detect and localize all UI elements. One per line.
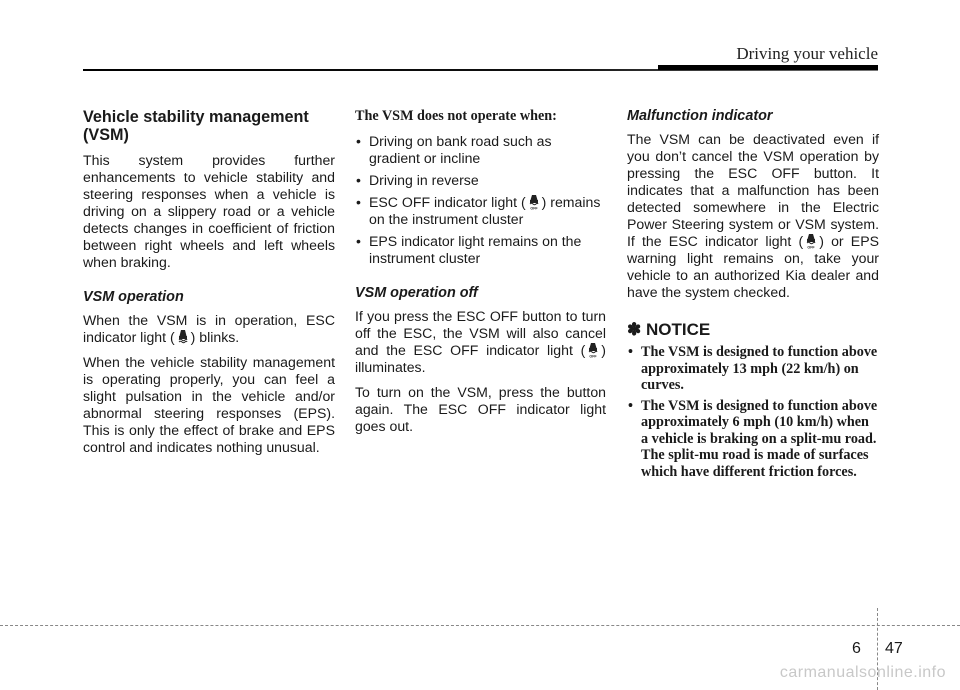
vsm-operation-note: When the vehicle stability management is operating properly, you can feel a slight pulsation in the vehicle and/or abnormal steering responses (EPS). This is only the effect of brake and EPS control and indicates nothing unusual.: [83, 354, 335, 455]
text-fragment: ) illuminates.: [355, 342, 606, 375]
vsm-not-operate-list: [355, 133, 606, 267]
list-item: • EPS indicator light remains on the instrument cluster: [355, 233, 606, 267]
footer-dashed-rule: [0, 625, 960, 626]
vsm-off-text: [355, 308, 606, 376]
column-3: [627, 108, 879, 484]
vsm-operation-heading: VSM operation: [83, 289, 184, 305]
text-fragment: ESC OFF indicator light (: [369, 194, 526, 210]
list-item: • The VSM is designed to function above approximately 13 mph (22 km/h) on curves.: [627, 344, 879, 394]
watermark: carmanualsonline.info: [779, 664, 946, 681]
text-fragment: The VSM can be deactivated even if you don’t cancel the VSM operation by pressing the ESC OFF button. It indicates that a malfunction has been detected somewhere in the Electric Power Steering system or VSM system. If the ESC indicator light (: [627, 131, 879, 249]
svg-text:OFF: OFF: [530, 206, 538, 210]
esc-off-indicator-icon: [586, 342, 600, 358]
list-item: • Driving in reverse: [355, 172, 606, 189]
list-item: • The VSM is designed to function above approximately 6 mph (10 km/h) when a vehicle is braking on a split-mu road. The split-mu road is made of surfaces which have different friction forces.: [627, 398, 879, 481]
text-fragment: ) blinks.: [190, 329, 240, 345]
text-fragment: If you press the ESC OFF button to turn off the ESC, the VSM will also cancel and the ESC OFF indicator light (: [355, 308, 606, 358]
notice-heading: ✽ NOTICE: [627, 320, 711, 339]
vsm-off-heading: VSM operation off: [355, 285, 478, 301]
vsm-not-operate-heading: The VSM does not operate when:: [355, 108, 557, 124]
malfunction-heading: Malfunction indicator: [627, 108, 773, 124]
list-item: • Driving on bank road such as gradient or incline: [355, 133, 606, 167]
text-fragment: ) or EPS warning light remains on, take your vehicle to an authorized Kia dealer and have the system checked.: [627, 233, 879, 300]
vsm-intro: This system provides further enhancements to vehicle stability and steering responses when a vehicle is driving on a slippery road or a vehicle detects changes in coefficient of friction between right wheels and left wheels when braking.: [83, 152, 335, 270]
svg-text:OFF: OFF: [807, 245, 815, 249]
malfunction-text: [627, 131, 879, 301]
vsm-on-text: To turn on the VSM, press the button again. The ESC OFF indicator light goes out.: [355, 384, 606, 434]
vsm-heading: Vehicle stability management (VSM): [83, 108, 309, 144]
page-number: 47: [885, 640, 903, 657]
page-header-title: Driving your vehicle: [736, 44, 878, 63]
header-accent-bar: [658, 65, 878, 70]
column-2: [355, 108, 606, 443]
vsm-operation-text: [83, 312, 335, 346]
svg-text:OFF: OFF: [589, 354, 597, 358]
section-number: 6: [852, 640, 861, 657]
esc-off-indicator-icon: [527, 194, 541, 210]
esc-indicator-icon: [176, 329, 190, 345]
column-1: [83, 108, 335, 464]
esc-off-indicator-icon: [804, 233, 818, 249]
notice-list: [627, 344, 879, 480]
list-item: [355, 194, 606, 228]
text-fragment: When the VSM is in operation, ESC indicator light (: [83, 312, 335, 345]
text-fragment: ) remains on the instrument cluster: [369, 194, 601, 227]
